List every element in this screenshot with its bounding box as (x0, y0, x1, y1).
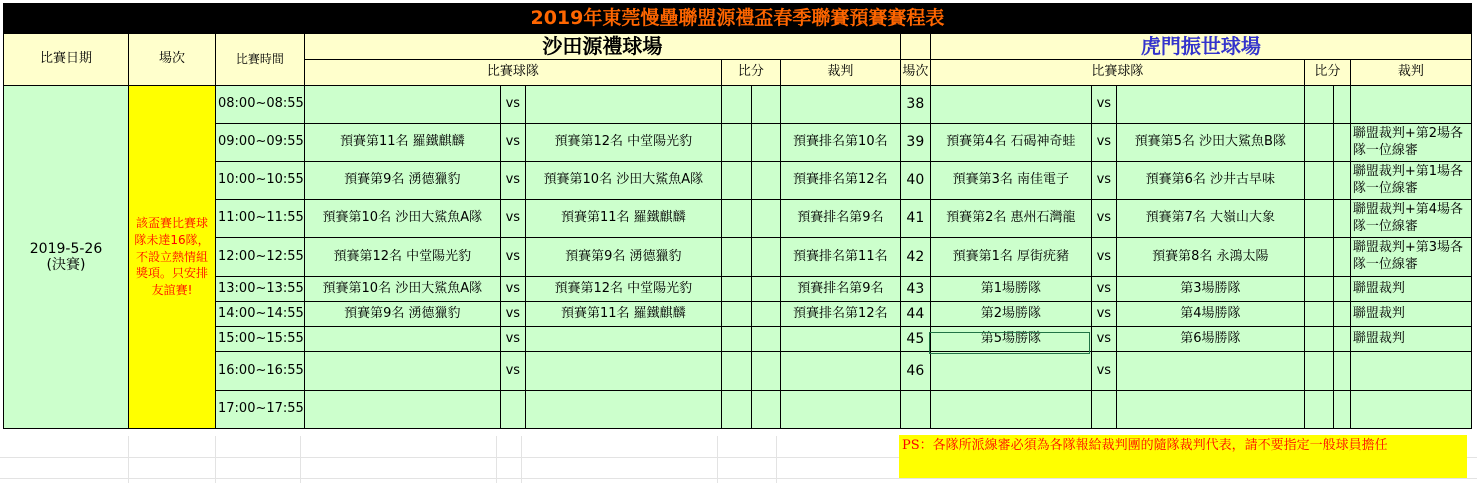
v2-score2-cell[interactable] (1333, 200, 1350, 238)
referee-cell[interactable]: 預賽排名第12名 (780, 162, 900, 200)
team2-cell[interactable]: 預賽第12名 中堂陽光豹 (525, 277, 721, 302)
referee-cell[interactable]: 預賽排名第11名 (780, 238, 900, 277)
sheet-gridline (776, 436, 777, 483)
time-cell[interactable]: 11:00~11:55 (216, 200, 305, 238)
v2-team2-cell[interactable]: 預賽第7名 大嶺山大象 (1116, 200, 1304, 238)
team2-cell[interactable] (525, 391, 721, 429)
v2-team2-cell[interactable] (1116, 391, 1304, 429)
team1-cell[interactable] (304, 391, 500, 429)
team2-cell[interactable] (525, 327, 721, 352)
v2-score2-cell[interactable] (1333, 302, 1350, 327)
ps-note[interactable]: PS：各隊所派線審必須為各隊報給裁判團的隨隊裁判代表，請不要指定一般球員擔任 (899, 435, 1467, 478)
score2-cell[interactable] (751, 352, 780, 391)
header-teams-v2[interactable]: 比賽球隊 (930, 60, 1304, 86)
game-no-cell[interactable]: 45 (900, 327, 930, 352)
vs-cell[interactable]: vs (500, 162, 525, 200)
header-referee-v2[interactable]: 裁判 (1350, 60, 1471, 86)
v2-score1-cell[interactable] (1304, 124, 1333, 162)
v2-score1-cell[interactable] (1304, 238, 1333, 277)
schedule-row (4, 391, 1472, 429)
time-cell[interactable]: 10:00~10:55 (216, 162, 305, 200)
v2-vs-cell[interactable]: vs (1091, 302, 1116, 327)
referee-cell[interactable] (780, 391, 900, 429)
score2-cell[interactable] (751, 302, 780, 327)
team1-cell[interactable]: 預賽第10名 沙田大鯊魚A隊 (304, 200, 500, 238)
header-referee-v1[interactable]: 裁判 (780, 60, 900, 86)
schedule-row (4, 302, 1472, 327)
v2-team1-cell[interactable]: 預賽第2名 惠州石灣龍 (930, 200, 1091, 238)
v2-team1-cell[interactable]: 預賽第1名 厚街疣豬 (930, 238, 1091, 277)
referee-cell[interactable]: 預賽排名第9名 (780, 200, 900, 238)
score2-cell[interactable] (751, 200, 780, 238)
sheet-gridline (521, 436, 522, 483)
score2-cell[interactable] (751, 124, 780, 162)
schedule-row (4, 277, 1472, 302)
team1-cell[interactable] (304, 86, 500, 124)
vs-cell[interactable]: vs (500, 277, 525, 302)
score1-cell[interactable] (721, 302, 751, 327)
header-teams-v1[interactable]: 比賽球隊 (304, 60, 721, 86)
score1-cell[interactable] (721, 200, 751, 238)
header-score-v2[interactable]: 比分 (1304, 60, 1350, 86)
referee-cell[interactable]: 預賽排名第10名 (780, 124, 900, 162)
date-cell[interactable]: 2019-5-26 (決賽) (4, 86, 129, 429)
v2-score1-cell[interactable] (1304, 277, 1333, 302)
score2-cell[interactable] (751, 277, 780, 302)
v2-score2-cell[interactable] (1333, 238, 1350, 277)
v2-team2-cell[interactable] (1116, 352, 1304, 391)
time-cell[interactable]: 08:00~08:55 (216, 86, 305, 124)
game-no-cell[interactable]: 39 (900, 124, 930, 162)
v2-vs-cell[interactable] (1091, 391, 1116, 429)
game-no-cell[interactable]: 44 (900, 302, 930, 327)
score1-cell[interactable] (721, 277, 751, 302)
referee-cell[interactable]: 預賽排名第9名 (780, 277, 900, 302)
score1-cell[interactable] (721, 352, 751, 391)
score1-cell[interactable] (721, 391, 751, 429)
schedule-row (4, 327, 1472, 352)
team2-cell[interactable]: 預賽第10名 沙田大鯊魚A隊 (525, 162, 721, 200)
sheet-gridline (215, 436, 216, 483)
time-cell[interactable]: 09:00~09:55 (216, 124, 305, 162)
referee-cell[interactable] (780, 86, 900, 124)
v2-referee-cell[interactable] (1350, 86, 1471, 124)
team2-cell[interactable]: 預賽第12名 中堂陽光豹 (525, 124, 721, 162)
game-no-cell[interactable]: 41 (900, 200, 930, 238)
vs-cell[interactable]: vs (500, 238, 525, 277)
sheet-gridline (496, 436, 497, 483)
vs-cell[interactable]: vs (500, 200, 525, 238)
sheet-gridline (0, 478, 1477, 479)
v2-referee-cell[interactable]: 聯盟裁判 (1350, 277, 1471, 302)
v2-vs-cell[interactable]: vs (1091, 238, 1116, 277)
score1-cell[interactable] (721, 86, 751, 124)
team2-cell[interactable]: 預賽第11名 羅鐵麒麟 (525, 302, 721, 327)
sheet-gridline (300, 436, 301, 483)
team1-cell[interactable]: 預賽第11名 羅鐵麒麟 (304, 124, 500, 162)
score2-cell[interactable] (751, 327, 780, 352)
time-cell[interactable]: 12:00~12:55 (216, 238, 305, 277)
v2-vs-cell[interactable]: vs (1091, 327, 1116, 352)
v2-score2-cell[interactable] (1333, 391, 1350, 429)
sheet-gridline (128, 436, 129, 483)
team2-cell[interactable]: 預賽第11名 羅鐵麒麟 (525, 200, 721, 238)
score2-cell[interactable] (751, 162, 780, 200)
team2-cell[interactable] (525, 352, 721, 391)
header-session[interactable]: 場次 (129, 34, 216, 86)
schedule-row (4, 162, 1472, 200)
v2-score1-cell[interactable] (1304, 162, 1333, 200)
game-no-cell[interactable]: 40 (900, 162, 930, 200)
score2-cell[interactable] (751, 86, 780, 124)
v2-score1-cell[interactable] (1304, 200, 1333, 238)
team2-cell[interactable]: 預賽第9名 湧德獵豹 (525, 238, 721, 277)
v2-team2-cell[interactable]: 預賽第6名 沙井古早味 (1116, 162, 1304, 200)
referee-cell[interactable]: 預賽排名第12名 (780, 302, 900, 327)
v2-team2-cell[interactable]: 預賽第8名 永鴻太陽 (1116, 238, 1304, 277)
vs-cell[interactable]: vs (500, 327, 525, 352)
time-cell[interactable]: 14:00~14:55 (216, 302, 305, 327)
header-date[interactable]: 比賽日期 (4, 34, 129, 86)
header-time[interactable]: 比賽時間 (216, 34, 305, 86)
v2-team1-cell[interactable] (930, 352, 1091, 391)
vs-cell[interactable]: vs (500, 352, 525, 391)
team1-cell[interactable]: 預賽第10名 沙田大鯊魚A隊 (304, 277, 500, 302)
game-no-cell[interactable]: 43 (900, 277, 930, 302)
v2-score2-cell[interactable] (1333, 327, 1350, 352)
vs-cell[interactable]: vs (500, 86, 525, 124)
time-cell[interactable]: 16:00~16:55 (216, 352, 305, 391)
v2-score1-cell[interactable] (1304, 352, 1333, 391)
venue-shatian-title[interactable]: 沙田源禮球場 (304, 34, 900, 60)
time-cell[interactable]: 15:00~15:55 (216, 327, 305, 352)
v2-score2-cell[interactable] (1333, 277, 1350, 302)
score1-cell[interactable] (721, 162, 751, 200)
game-no-cell[interactable]: 38 (900, 86, 930, 124)
time-cell[interactable]: 17:00~17:55 (216, 391, 305, 429)
v2-vs-cell[interactable]: vs (1091, 124, 1116, 162)
v2-vs-cell[interactable]: vs (1091, 200, 1116, 238)
v2-score1-cell[interactable] (1304, 391, 1333, 429)
v2-team2-cell[interactable]: 第4場勝隊 (1116, 302, 1304, 327)
v2-vs-cell[interactable]: vs (1091, 352, 1116, 391)
header-blank-cell[interactable] (900, 34, 930, 60)
v2-vs-cell[interactable]: vs (1091, 86, 1116, 124)
v2-score2-cell[interactable] (1333, 124, 1350, 162)
v2-referee-cell[interactable]: 聯盟裁判+第1場各隊一位線審 (1350, 162, 1471, 200)
team2-cell[interactable] (525, 86, 721, 124)
score2-cell[interactable] (751, 391, 780, 429)
v2-score1-cell[interactable] (1304, 327, 1333, 352)
game-no-cell[interactable]: 42 (900, 238, 930, 277)
v2-team1-cell[interactable]: 預賽第3名 南佳電子 (930, 162, 1091, 200)
v2-score2-cell[interactable] (1333, 86, 1350, 124)
v2-team1-cell[interactable]: 第1場勝隊 (930, 277, 1091, 302)
team1-cell[interactable]: 預賽第9名 湧德獵豹 (304, 302, 500, 327)
header-game-no[interactable]: 場次 (900, 60, 930, 86)
v2-vs-cell[interactable]: vs (1091, 277, 1116, 302)
v2-team2-cell[interactable] (1116, 86, 1304, 124)
v2-referee-cell[interactable]: 聯盟裁判+第3場各隊一位線審 (1350, 238, 1471, 277)
v2-team2-cell[interactable]: 第3場勝隊 (1116, 277, 1304, 302)
v2-referee-cell[interactable]: 聯盟裁判+第4場各隊一位線審 (1350, 200, 1471, 238)
time-cell[interactable]: 13:00~13:55 (216, 277, 305, 302)
v2-referee-cell[interactable]: 聯盟裁判+第2場各隊一位線審 (1350, 124, 1471, 162)
score1-cell[interactable] (721, 124, 751, 162)
venue-humen-title[interactable]: 虎門振世球場 (930, 34, 1471, 60)
v2-score2-cell[interactable] (1333, 162, 1350, 200)
referee-cell[interactable] (780, 327, 900, 352)
referee-cell[interactable] (780, 352, 900, 391)
vs-cell[interactable] (500, 391, 525, 429)
v2-score1-cell[interactable] (1304, 86, 1333, 124)
v2-team1-cell[interactable] (930, 391, 1091, 429)
game-no-cell[interactable]: 46 (900, 352, 930, 391)
note-cell[interactable]: 該盃賽比賽球隊未達16隊，不設立熱情組獎項。只安排友誼賽! (129, 86, 216, 429)
sheet-gridline (717, 436, 718, 483)
v2-referee-cell[interactable]: 聯盟裁判 (1350, 302, 1471, 327)
v2-team1-cell[interactable]: 第2場勝隊 (930, 302, 1091, 327)
v2-team2-cell[interactable]: 第6場勝隊 (1116, 327, 1304, 352)
v2-team1-cell[interactable]: 第5場勝隊 (930, 327, 1091, 352)
v2-team2-cell[interactable]: 預賽第5名 沙田大鯊魚B隊 (1116, 124, 1304, 162)
v2-referee-cell[interactable] (1350, 391, 1471, 429)
v2-score2-cell[interactable] (1333, 352, 1350, 391)
schedule-sheet (3, 3, 1472, 429)
team1-cell[interactable] (304, 352, 500, 391)
v2-referee-cell[interactable] (1350, 352, 1471, 391)
sheet-title[interactable]: 2019年東莞慢壘聯盟源禮盃春季聯賽預賽賽程表 (4, 4, 1472, 34)
score2-cell[interactable] (751, 238, 780, 277)
v2-referee-cell[interactable]: 聯盟裁判 (1350, 327, 1471, 352)
header-score-v1[interactable]: 比分 (721, 60, 780, 86)
schedule-row (4, 352, 1472, 391)
selected-cell-outline (929, 332, 1090, 354)
schedule-row (4, 86, 1472, 124)
v2-score1-cell[interactable] (1304, 302, 1333, 327)
schedule-row (4, 238, 1472, 277)
team1-cell[interactable] (304, 327, 500, 352)
v2-vs-cell[interactable]: vs (1091, 162, 1116, 200)
schedule-row (4, 200, 1472, 238)
schedule-row (4, 124, 1472, 162)
vs-cell[interactable]: vs (500, 302, 525, 327)
team1-cell[interactable]: 預賽第12名 中堂陽光豹 (304, 238, 500, 277)
score1-cell[interactable] (721, 238, 751, 277)
v2-team1-cell[interactable] (930, 86, 1091, 124)
vs-cell[interactable]: vs (500, 124, 525, 162)
v2-team1-cell[interactable]: 預賽第4名 石碣神奇蛙 (930, 124, 1091, 162)
score1-cell[interactable] (721, 327, 751, 352)
game-no-cell[interactable] (900, 391, 930, 429)
team1-cell[interactable]: 預賽第9名 湧德獵豹 (304, 162, 500, 200)
